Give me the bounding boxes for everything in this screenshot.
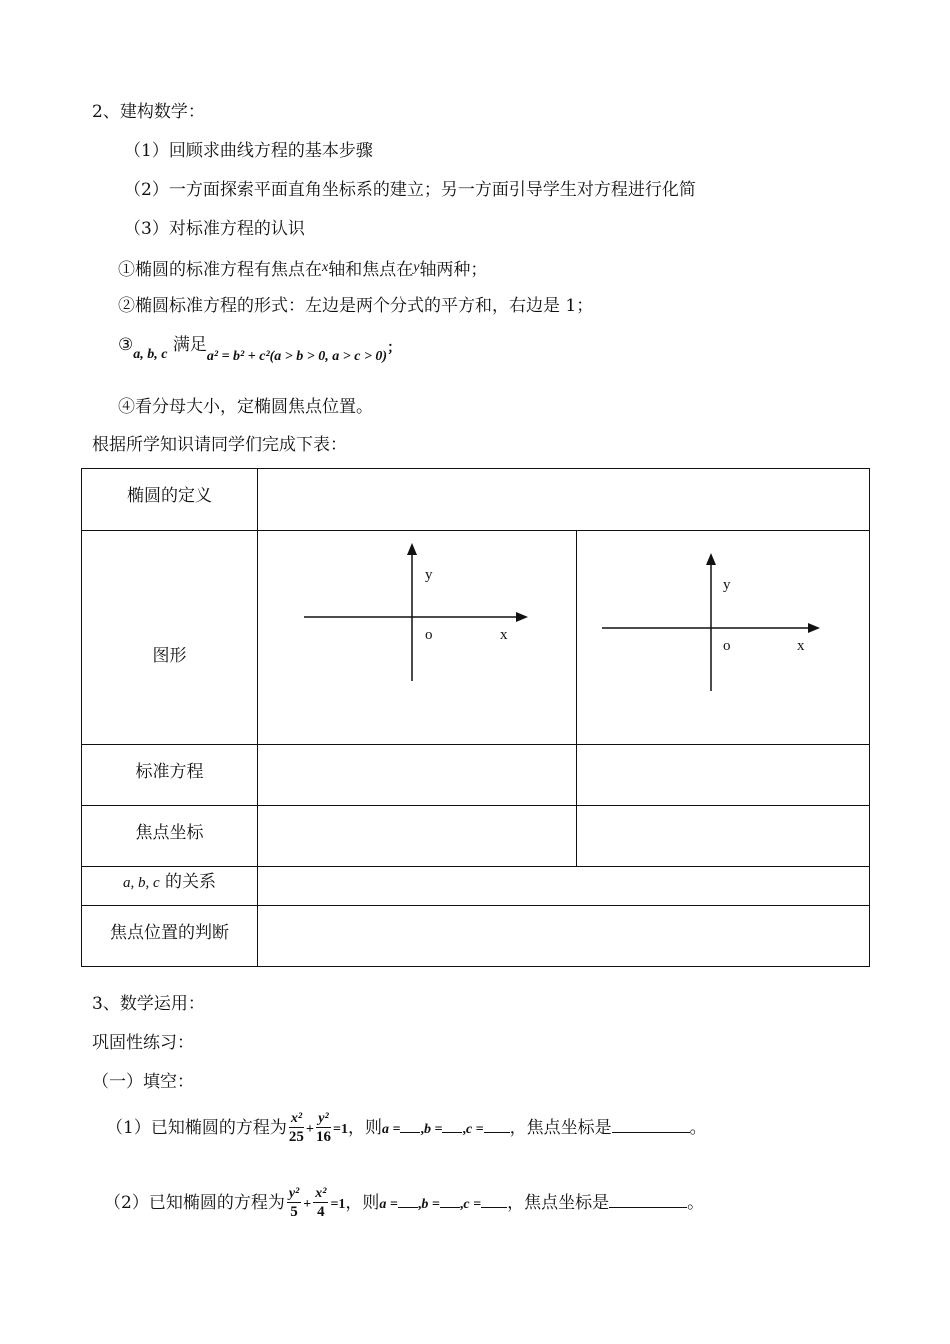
x-axis-label: x bbox=[500, 627, 508, 643]
fraction-y2-5: $\frac{\text{y²}}{5}$ bbox=[288, 1186, 300, 1220]
x-var: x bbox=[322, 260, 329, 275]
x-axis-label: x bbox=[797, 638, 805, 654]
point-4: ④看分母大小，定椭圆焦点位置。 bbox=[118, 397, 373, 417]
blank-b[interactable] bbox=[440, 1193, 460, 1208]
blank-a[interactable] bbox=[400, 1118, 420, 1133]
fill-heading: （一）填空： bbox=[92, 1072, 194, 1092]
table-row-standard-equation bbox=[82, 745, 870, 806]
origin-label: o bbox=[723, 638, 731, 654]
answer-standard-equation-left[interactable] bbox=[258, 745, 577, 806]
point-3-end: ； bbox=[387, 341, 402, 356]
label-focus-coords: 焦点坐标 bbox=[82, 806, 258, 867]
table-row-definition bbox=[82, 469, 870, 531]
blank-c[interactable] bbox=[481, 1193, 507, 1208]
section2-heading: 2、建构数学： bbox=[92, 102, 205, 122]
step-3: （3）对标准方程的认识 bbox=[124, 219, 305, 239]
table-row-figure bbox=[82, 531, 870, 745]
answer-focus-coords-left[interactable] bbox=[258, 806, 577, 867]
label-definition: 椭圆的定义 bbox=[82, 469, 258, 531]
blank-c[interactable] bbox=[484, 1118, 510, 1133]
answer-standard-equation-right[interactable] bbox=[577, 745, 870, 806]
step-1: （1）回顾求曲线方程的基本步骤 bbox=[124, 141, 373, 161]
table-row-relation bbox=[82, 867, 870, 906]
origin-label: o bbox=[425, 627, 433, 643]
question-2: （2）已知椭圆的方程为 $\frac{\text{y²}}{5}$ + $\frac{\text{x²}}{4}$ =1，则a = ,b = ,c = ，焦点坐标是 。 bbox=[104, 1186, 705, 1220]
point-3-circle: ③ bbox=[118, 335, 134, 355]
label-relation: a, b, c 的关系 bbox=[82, 867, 258, 906]
blank-focus[interactable] bbox=[612, 1118, 690, 1133]
point-3-text: 满足 bbox=[172, 335, 207, 355]
fraction-x2-25: $\frac{\text{x²}}{25}$ bbox=[288, 1111, 304, 1145]
point-2: ②椭圆标准方程的形式：左边是两个分式的平方和，右边是 1； bbox=[118, 296, 594, 316]
point-1-text-b: 轴和焦点在 bbox=[328, 260, 414, 280]
table-row-focus-coords bbox=[82, 806, 870, 867]
label-standard-equation: 标准方程 bbox=[82, 745, 258, 806]
abc-equation: a² = b² + c²(a > b > 0, a > c > 0) bbox=[206, 349, 388, 364]
point-1-text-c: 轴两种； bbox=[419, 260, 488, 280]
section3-heading: 3、数学运用： bbox=[92, 994, 205, 1014]
y-axis-label: y bbox=[425, 567, 433, 583]
coordinate-axes-right bbox=[577, 531, 869, 744]
point-3 bbox=[118, 334, 401, 368]
practice-heading: 巩固性练习： bbox=[92, 1033, 194, 1053]
answer-definition[interactable] bbox=[258, 469, 870, 531]
answer-focus-coords-right[interactable] bbox=[577, 806, 870, 867]
y-axis-label: y bbox=[723, 577, 731, 593]
coordinate-axes-left bbox=[258, 531, 576, 744]
abc-vars: a, b, c bbox=[133, 347, 168, 362]
step-2: （2）一方面探索平面直角坐标系的建立；另一方面引导学生对方程进行化简 bbox=[124, 180, 696, 200]
label-focus-judge: 焦点位置的判断 bbox=[82, 906, 258, 967]
blank-b[interactable] bbox=[442, 1118, 462, 1133]
table-row-focus-judge bbox=[82, 906, 870, 967]
ellipse-table bbox=[81, 468, 870, 967]
fraction-y2-16: $\frac{\text{y²}}{16}$ bbox=[316, 1111, 332, 1145]
answer-focus-judge[interactable] bbox=[258, 906, 870, 967]
label-figure: 图形 bbox=[82, 531, 258, 745]
point-1 bbox=[118, 257, 487, 281]
figure-cell-left bbox=[258, 531, 577, 745]
y-var: y bbox=[413, 260, 420, 275]
question-1: （1）已知椭圆的方程为 $\frac{\text{x²}}{25}$ + $\frac{\text{y²}}{16}$ =1，则a = ,b = ,c = ，焦点坐标是 。 bbox=[106, 1111, 707, 1145]
blank-focus[interactable] bbox=[609, 1193, 687, 1208]
blank-a[interactable] bbox=[398, 1193, 418, 1208]
table-intro: 根据所学知识请同学们完成下表： bbox=[92, 435, 347, 455]
figure-cell-right bbox=[577, 531, 870, 745]
point-1-text-a: ①椭圆的标准方程有焦点在 bbox=[118, 260, 322, 280]
answer-relation[interactable] bbox=[258, 867, 870, 906]
fraction-x2-4: $\frac{\text{x²}}{4}$ bbox=[315, 1186, 327, 1220]
